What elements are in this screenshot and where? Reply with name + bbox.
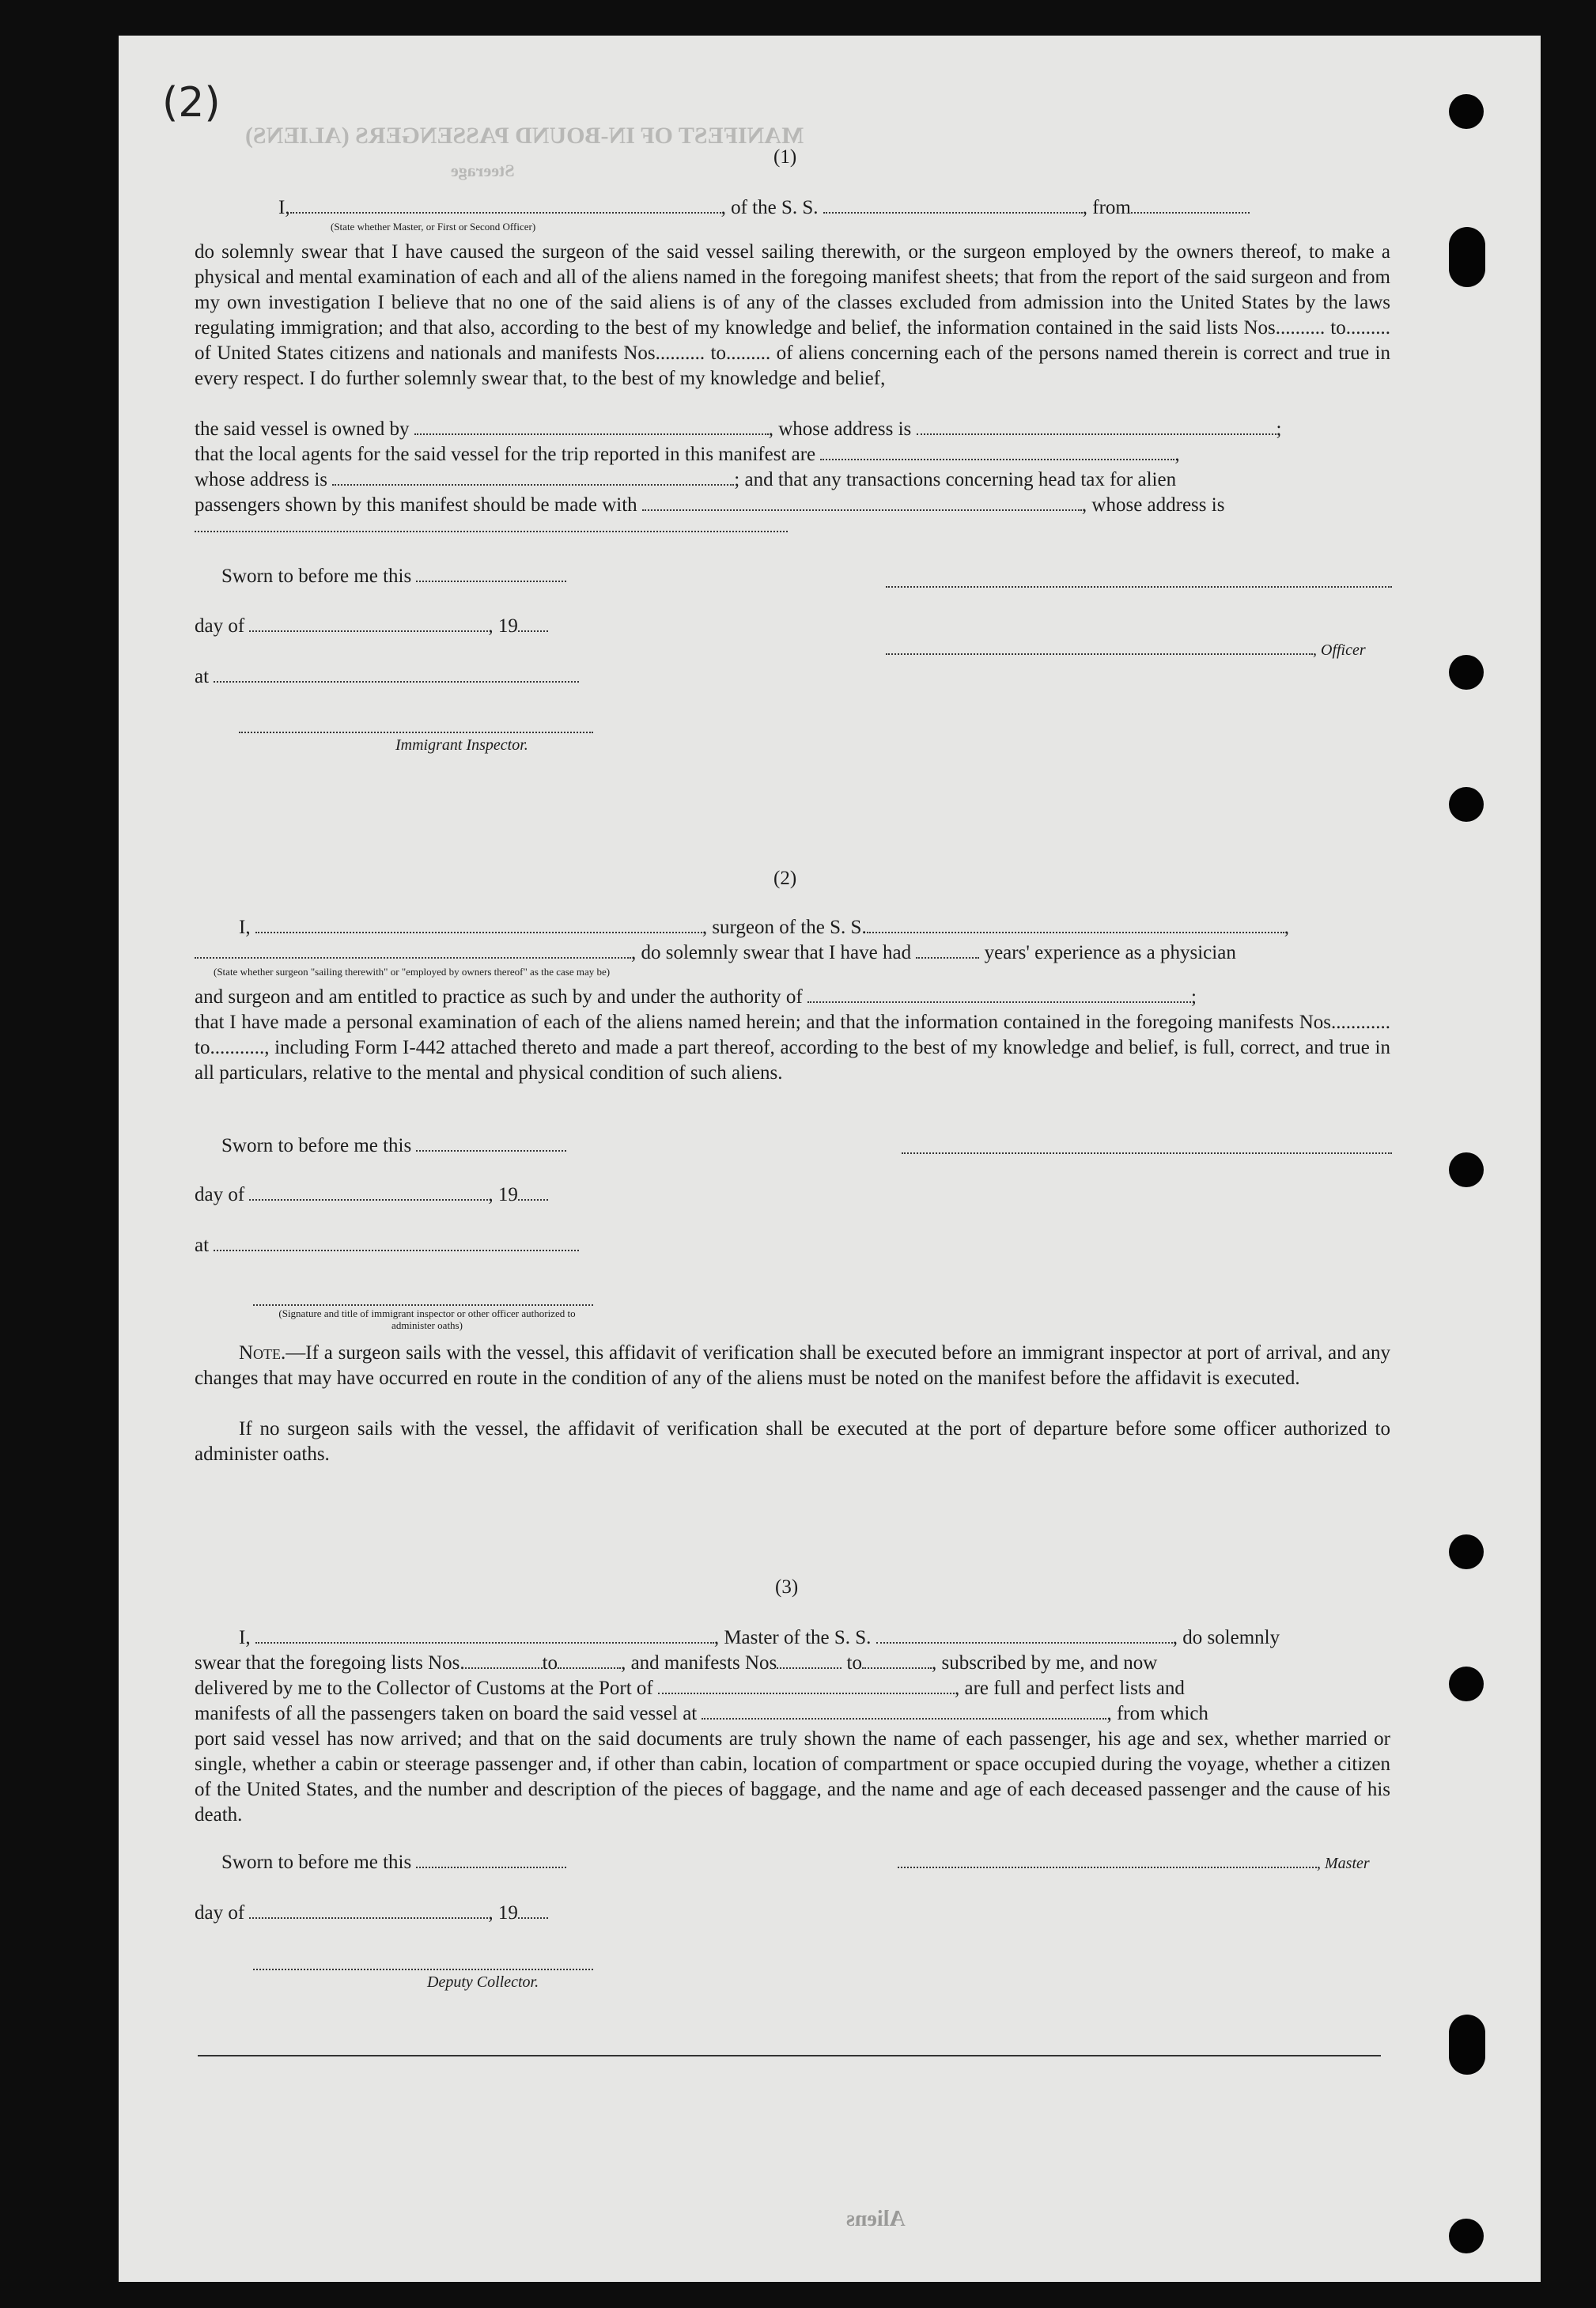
section-1-body: do solemnly swear that I have caused the surgeon of the said vessel sailing therewith, or the surgeon employed by the owners thereof, to make a physical and mental examination of each and all of the aliens named in the foregoing manifest sheets; that from the report of the said surgeon and from my own investigation I believe that no one of the said aliens is of any of the classes excluded from admission into the United States by the laws regulating immigration; and that also, according to the best of my knowledge and belief, the information contained in the said lists Nos.......... to......... of United States citizens and nationals and manifests Nos.......... to......... of aliens concerning each of the persons named therein is correct and true in every respect. I do further solemnly swear that, to the best of my knowledge and belief, xyxy=(195,241,1390,389)
bleed-through-subheader: Steerage xyxy=(451,161,515,180)
address-continuation-line xyxy=(195,531,788,532)
head-tax-field[interactable] xyxy=(642,509,1082,511)
section-3-signer-label: Deputy Collector. xyxy=(427,1973,539,1991)
section-2-number: (2) xyxy=(773,868,797,889)
master-name-field[interactable] xyxy=(255,1642,714,1644)
section-1-sworn: Sworn to before me this xyxy=(221,564,566,589)
surgeon-signature-line[interactable] xyxy=(902,1152,1392,1154)
year-field[interactable] xyxy=(518,630,548,632)
from-port-field[interactable] xyxy=(1131,212,1250,214)
section-2-signer-label: (Signature and title of immigrant inspector or other officer authorized to administer oaths) xyxy=(278,1307,576,1331)
years-field[interactable] xyxy=(916,957,979,959)
day-field[interactable] xyxy=(249,1917,488,1919)
master-signature-field[interactable] xyxy=(898,1867,1317,1868)
master-ship-field[interactable] xyxy=(876,1642,1173,1644)
punch-hole xyxy=(1449,1534,1484,1569)
section-2-note: Note.—If a surgeon sails with the vessel, this affidavit of verification shall be executed before an immigrant inspector at port of arrival, and any changes that may have occurred en route in the condition of any of the aliens must be noted on the manifest before the affidavit is executed. xyxy=(195,1342,1390,1389)
master-name-field[interactable] xyxy=(290,212,721,214)
section-3-line1: I, , Master of the S. S. , do solemnly xyxy=(239,1627,1280,1648)
sworn-date-field[interactable] xyxy=(416,1150,566,1152)
manifests-from-field[interactable] xyxy=(777,1667,841,1669)
section-2-line3: and surgeon and am entitled to practice as such by and under the authority of ; xyxy=(195,986,1197,1008)
section-1-owned-by: the said vessel is owned by , whose address is ; xyxy=(195,418,1282,440)
section-1-head-tax: passengers shown by this manifest should be made with , whose address is xyxy=(195,494,1225,516)
section-1-agents: that the local agents for the said vessel for the trip reported in this manifest are , xyxy=(195,444,1180,465)
section-2-sworn: Sworn to before me this xyxy=(221,1133,566,1159)
surgeon-name-field[interactable] xyxy=(255,932,702,933)
section-1-at: at xyxy=(195,664,579,690)
document-page xyxy=(119,36,1541,2282)
punch-hole xyxy=(1449,227,1485,287)
punch-hole xyxy=(1449,1667,1484,1701)
manifests-to-field[interactable] xyxy=(862,1667,932,1669)
handwritten-mark: (2) xyxy=(162,79,221,127)
inspector-signature-line[interactable] xyxy=(239,732,593,733)
section-2-line2: , do solemnly swear that I have had years' experience as a physician xyxy=(195,940,1236,966)
oath-officer-signature-line[interactable] xyxy=(253,1304,593,1306)
year-field[interactable] xyxy=(518,1917,548,1919)
section-3-line2: swear that the foregoing lists Nos. to , and manifests Nos to , subscribed by me, and now xyxy=(195,1652,1158,1674)
punch-hole xyxy=(1449,2219,1484,2253)
sworn-date-field[interactable] xyxy=(416,1867,566,1868)
punch-hole xyxy=(1449,655,1484,690)
day-field[interactable] xyxy=(249,1199,488,1201)
section-2-day: day of , 19 xyxy=(195,1182,548,1208)
section-1-signer-label: Immigrant Inspector. xyxy=(395,736,528,754)
agents-address-field[interactable] xyxy=(332,484,734,486)
section-2-body: that I have made a personal examination of each of the aliens named herein; and that the information contained in the foregoing manifests Nos............ to..........., including Form I-442 attached thereto and made a part thereof, according to the best of my knowledge and belief, is full, correct, and true in all particulars, relative to the mental and physical condition of such aliens. xyxy=(195,1012,1390,1084)
section-1-agents-address: whose address is ; and that any transactions concerning head tax for alien xyxy=(195,469,1177,490)
section-3-line3: delivered by me to the Collector of Customs at the Port of , are full and perfect lists and xyxy=(195,1678,1185,1699)
lists-from-field[interactable] xyxy=(465,1667,543,1669)
officer-signature-field[interactable] xyxy=(886,653,1313,655)
bleed-through-header: MANIFEST OF IN-BOUND PASSENGERS (ALIENS) xyxy=(245,123,804,149)
punch-hole xyxy=(1449,2015,1485,2075)
owner-address-field[interactable] xyxy=(917,433,1276,435)
section-3-sworn: Sworn to before me this xyxy=(221,1850,566,1875)
lists-to-field[interactable] xyxy=(558,1667,621,1669)
agents-field[interactable] xyxy=(820,459,1174,460)
section-1-oath-note: (State whether Master, or First or Second Officer) xyxy=(331,221,536,233)
punch-hole xyxy=(1449,94,1484,129)
punch-hole xyxy=(1449,787,1484,822)
section-3-number: (3) xyxy=(775,1576,799,1598)
year-field[interactable] xyxy=(518,1199,548,1201)
officer-signature-line-top xyxy=(886,586,1392,588)
at-field[interactable] xyxy=(214,1250,579,1251)
section-3-master: , Master xyxy=(898,1850,1370,1876)
section-1-day: day of , 19 xyxy=(195,614,548,639)
section-1-number: (1) xyxy=(773,146,797,168)
bleed-through-footer: Aliens xyxy=(846,2207,906,2231)
section-3-body: port said vessel has now arrived; and that on the said documents are truly shown the name of each passenger, his age and sex, whether married or single, whether a cabin or steerage passenger and, if other than cabin, location of compartment or space occupied during the voyage, whether a citizen of the United States, and the number and description of the pieces of baggage, and the name and age of each deceased passenger and the cause of his death. xyxy=(195,1728,1390,1826)
section-1-oath-line: I, , of the S. S. , from xyxy=(239,195,1250,221)
section-2-capacity-note: (State whether surgeon "sailing therewith" or "employed by owners thereof" as the case may be) xyxy=(214,966,611,978)
at-field[interactable] xyxy=(214,681,579,683)
ship-name-field[interactable] xyxy=(823,212,1083,214)
surgeon-capacity-field[interactable] xyxy=(195,957,631,959)
collector-signature-line[interactable] xyxy=(253,1969,593,1970)
section-2-at: at xyxy=(195,1233,579,1258)
section-1-officer: , Officer xyxy=(886,637,1366,663)
surgeon-ship-field[interactable] xyxy=(867,932,1284,933)
sworn-date-field[interactable] xyxy=(416,581,566,582)
bottom-rule xyxy=(198,2055,1381,2056)
embark-port-field[interactable] xyxy=(702,1718,1106,1720)
owner-field[interactable] xyxy=(414,433,769,435)
section-3-day: day of , 19 xyxy=(195,1901,548,1926)
section-3-line4: manifests of all the passengers taken on board the said vessel at , from which xyxy=(195,1703,1208,1724)
day-field[interactable] xyxy=(249,630,488,632)
port-field[interactable] xyxy=(658,1693,955,1694)
section-2-line1: I, , surgeon of the S. S. , xyxy=(239,917,1289,938)
section-2-note2: If no surgeon sails with the vessel, the affidavit of verification shall be executed at the port of departure before some officer authorized to administer oaths. xyxy=(195,1418,1390,1465)
punch-hole xyxy=(1449,1152,1484,1187)
authority-field[interactable] xyxy=(807,1001,1191,1003)
